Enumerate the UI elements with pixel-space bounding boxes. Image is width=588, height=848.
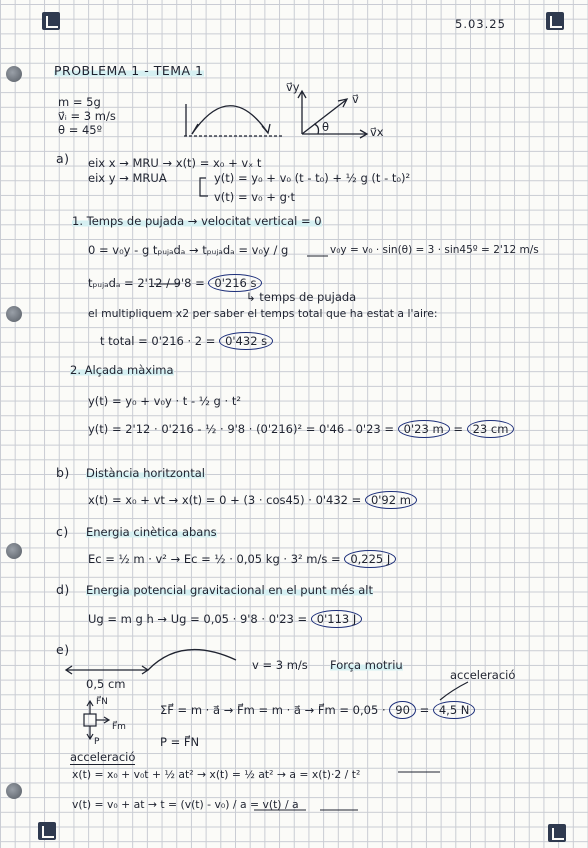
step2-eq1: y(t) = y₀ + v₀y · t - ½ g · t² [88,394,241,408]
part-b-title: Distància horitzontal [86,466,205,480]
part-e-sum-eq [160,703,475,717]
part-e-speed: v = 3 m/s [252,658,308,672]
step1-title: 1. Temps de pujada → velocitat vertical = 0 [72,214,322,228]
part-e-label: e) [56,642,70,657]
part-e-accel-value: 90 [389,701,416,719]
given-angle: θ = 45º [58,123,103,137]
part-d-label: d) [56,582,70,597]
accel-eq1: x(t) = x₀ + v₀t + ½ at² → x(t) = ½ at² → a = x(t)·2 / t² [72,768,361,781]
part-e-distance: 0,5 cm [86,677,126,691]
step1-eq2-text: tₚᵤⱼₐdₐ = 2'12 / 9'8 = [88,276,205,290]
page-title: PROBLEMA 1 - TEMA 1 [54,63,204,78]
part-c-result: 0,225 J [344,550,396,568]
bracket-a [200,178,208,196]
step1-eq3-result: 0'432 s [219,332,273,350]
part-b-eq [88,493,417,507]
part-e-p-eq: P = F⃗N [160,735,200,749]
accel-title: acceleració [70,750,136,764]
part-e-accel-note: acceleració [450,668,516,682]
part-c-title: Energia cinètica abans [86,525,217,539]
force-p-label: P [94,737,100,747]
part-a-eix-y: eix y → MRUA [88,171,167,185]
part-c-eq [88,552,396,566]
part-e-force-label: Força motriu [330,658,403,672]
step2-eq2-text: y(t) = 2'12 · 0'216 - ½ · 9'8 · (0'216)² = 0'46 - 0'23 = [88,422,395,436]
theta-label: θ [322,120,330,134]
force-fm-label: F⃗m [112,722,126,732]
part-d-eq-text: Ug = m g h → Ug = 0,05 · 9'8 · 0'23 = [88,612,308,626]
force-fn-label: F⃗N [96,697,108,707]
accel-eq2: v(t) = v₀ + at → t = (v(t) - v₀) / a = v(t) / a [72,798,299,811]
vx-label: v⃗x [370,125,384,139]
v-label: v⃗ [352,92,359,106]
part-d-title: Energia potencial gravitacional en el punt més alt [86,583,374,597]
vy-label: v⃗y [286,80,300,94]
part-a-eq-v: v(t) = v₀ + g·t [214,190,296,204]
accel-note-arrow [440,682,468,700]
part-a-eq-y: y(t) = y₀ + v₀ (t - t₀) + ½ g (t - t₀)² [214,171,411,185]
part-b-label: b) [56,465,70,480]
part-a-label: a) [56,151,70,166]
part-d-eq [88,612,362,626]
step2-result-cm: 23 cm [467,420,515,438]
trajectory-sketch [184,104,284,136]
date-label: 5.03.25 [455,17,506,31]
step1-note: v₀y = v₀ · sin(θ) = 3 · sin45º = 2'12 m/s [330,244,539,256]
part-e-force-result: 4,5 N [433,701,476,719]
step2-eq2 [88,422,514,436]
part-c-label: c) [56,524,69,539]
part-b-result: 0'92 m [365,491,417,509]
step1-eq1: 0 = v₀y - g tₚᵤⱼₐdₐ → tₚᵤⱼₐdₐ = v₀y / g [88,243,289,257]
part-d-result: 0'113 J [311,610,362,628]
step1-eq3-text: t total = 0'216 · 2 = [100,334,216,348]
part-e-sum-text: ΣF⃗ = m · a⃗ → F⃗m = m · a⃗ → F⃗m = 0,05 · [160,703,386,717]
part-a-eix-x: eix x → MRU → x(t) = x₀ + vₓ t [88,156,262,170]
motion-sketch [66,650,236,674]
equals-sign-e: = [419,703,430,717]
given-velocity: v⃗ᵢ = 3 m/s [58,109,116,123]
step1-eq3 [100,334,273,348]
equals-sign: = [453,422,463,436]
part-c-eq-text: Ec = ½ m · v² → Ec = ½ · 0,05 kg · 3² m/s = [88,552,341,566]
step1-arrow-note: ↳ temps de pujada [246,290,357,304]
part-b-eq-text: x(t) = x₀ + vt → x(t) = 0 + (3 · cos45) · 0'432 = [88,493,362,507]
step1-eq2-result: 0'216 s [208,274,262,292]
step2-title: 2. Alçada màxima [70,363,174,377]
step2-result-m: 0'23 m [398,420,450,438]
step1-eq2 [88,276,262,290]
given-mass: m = 5g [58,95,101,109]
step1-text: el multipliquem x2 per saber el temps total que ha estat a l'aire: [88,307,438,320]
